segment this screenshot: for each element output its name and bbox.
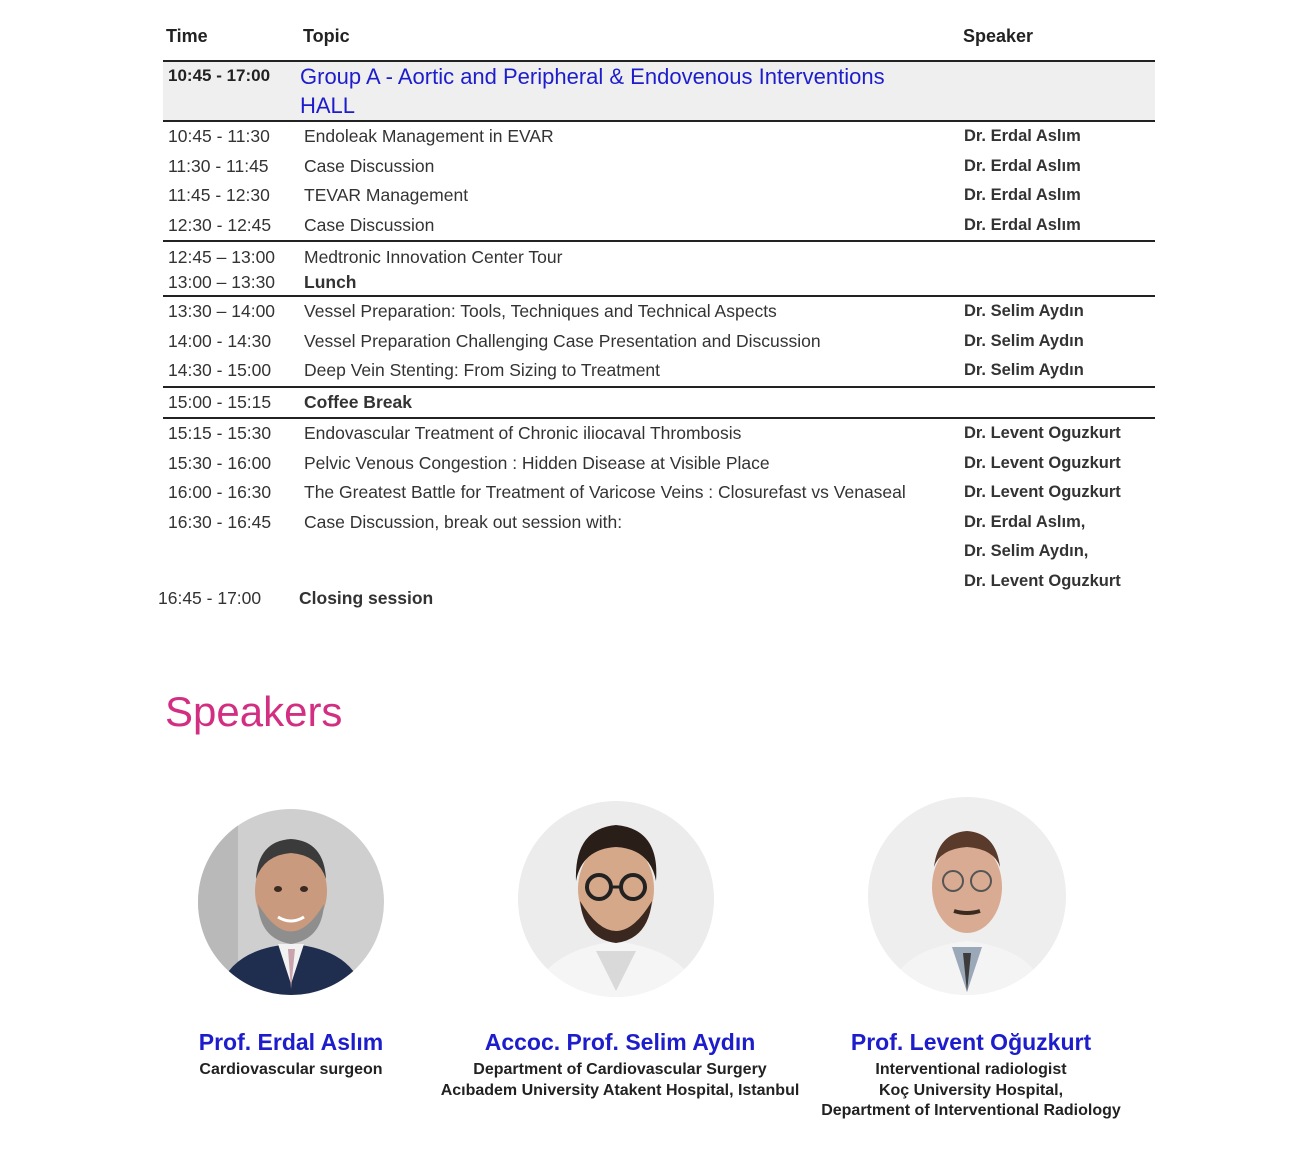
row-topic: TEVAR Management [304, 185, 469, 206]
session-block-3 [163, 295, 1155, 386]
person-avatar-icon [518, 801, 714, 997]
speaker-photo-levent [868, 797, 1066, 995]
table-row [163, 122, 1155, 152]
group-row [163, 60, 1155, 120]
row-topic: Case Discussion [304, 155, 435, 176]
row-speaker: Dr. Selim Aydın [964, 361, 1084, 380]
row-topic: Vessel Preparation: Tools, Techniques and Technical Aspects [304, 301, 777, 322]
table-row [163, 419, 1155, 449]
row-time: 14:00 - 14:30 [168, 330, 272, 351]
header-topic: Topic [303, 26, 350, 46]
speaker-role-line: Department of Interventional Radiology [821, 1102, 1121, 1119]
closing-time: 16:45 - 17:00 [158, 588, 262, 608]
row-speaker: Dr. Erdal Aslım, [964, 512, 1086, 531]
row-speaker: Dr. Levent Oguzkurt [964, 571, 1121, 590]
row-speaker: Dr. Levent Oguzkurt [964, 453, 1121, 472]
row-speaker: Dr. Erdal Aslım [964, 186, 1081, 205]
speaker-photo-erdal [198, 809, 384, 995]
closing-topic: Closing session [299, 588, 434, 608]
table-row [163, 478, 1155, 508]
row-time: 10:45 - 11:30 [168, 126, 270, 147]
row-time: 11:30 - 11:45 [168, 155, 269, 176]
speaker-role-erdal [141, 1060, 441, 1081]
group-title-line2: HALL [300, 93, 356, 118]
row-topic: Coffee Break [304, 391, 412, 412]
row-time: 15:00 - 15:15 [168, 391, 272, 412]
row-topic: Case Discussion [304, 214, 435, 235]
agenda-table [163, 60, 1155, 596]
speaker-photo-selim [518, 801, 714, 997]
row-time: 13:00 – 13:30 [168, 271, 276, 292]
table-row [163, 449, 1155, 479]
row-topic: Deep Vein Stenting: From Sizing to Treatment [304, 360, 661, 381]
row-speaker: Dr. Levent Oguzkurt [964, 483, 1121, 502]
row-speaker: Dr. Levent Oguzkurt [964, 424, 1121, 443]
table-row [163, 245, 1155, 269]
row-topic: Medtronic Innovation Center Tour [304, 246, 563, 267]
speaker-name-levent: Prof. Levent Oğuzkurt [850, 1029, 1092, 1055]
session-block-1 [163, 120, 1155, 240]
group-time: 10:45 - 17:00 [168, 66, 271, 85]
row-speaker: Dr. Erdal Aslım [964, 156, 1081, 175]
row-time: 15:15 - 15:30 [168, 423, 272, 444]
person-avatar-icon [868, 797, 1066, 995]
row-topic: Pelvic Venous Congestion : Hidden Disease at Visible Place [304, 452, 770, 473]
session-block-2 [163, 240, 1155, 295]
speaker-name-selim: Accoc. Prof. Selim Aydın [484, 1029, 756, 1055]
header-time: Time [166, 26, 208, 46]
table-row [163, 181, 1155, 211]
header-speaker: Speaker [963, 26, 1034, 46]
row-speaker: Dr. Selim Aydın [964, 302, 1084, 321]
speakers-heading: Speakers [165, 688, 343, 735]
row-topic: Vessel Preparation Challenging Case Presentation and Discussion [304, 330, 821, 351]
row-speaker: Dr. Selim Aydın, [964, 542, 1089, 561]
row-time: 16:30 - 16:45 [168, 511, 272, 532]
table-row [163, 269, 1155, 295]
speaker-role-line: Cardiovascular surgeon [199, 1061, 383, 1078]
table-row [163, 211, 1155, 241]
row-topic: Lunch [304, 271, 357, 292]
table-row [163, 297, 1155, 327]
row-speaker: Dr. Selim Aydın [964, 331, 1084, 350]
table-row [163, 537, 1155, 567]
speaker-role-selim [420, 1060, 820, 1101]
row-topic: The Greatest Battle for Treatment of Varicose Veins : Closurefast vs Venaseal [304, 482, 906, 503]
closing-row [158, 588, 433, 609]
session-block-5 [163, 417, 1155, 596]
table-row [163, 388, 1155, 418]
row-time: 13:30 – 14:00 [168, 301, 276, 322]
row-time: 15:30 - 16:00 [168, 452, 272, 473]
row-time: 12:45 – 13:00 [168, 246, 276, 267]
row-topic: Case Discussion, break out session with: [304, 511, 623, 532]
table-row [163, 152, 1155, 182]
speaker-name-erdal: Prof. Erdal Aslım [198, 1029, 384, 1055]
row-time: 11:45 - 12:30 [168, 185, 270, 206]
speaker-role-line: Acıbadem University Atakent Hospital, Istanbul [440, 1081, 800, 1099]
speaker-role-line: Interventional radiologist [875, 1061, 1067, 1078]
speaker-role-line: Koç University Hospital, [878, 1081, 1064, 1099]
person-avatar-icon [198, 809, 384, 995]
speaker-role-line: Department of Cardiovascular Surgery [473, 1061, 767, 1078]
row-speaker: Dr. Erdal Aslım [964, 127, 1081, 146]
row-time: 16:00 - 16:30 [168, 482, 272, 503]
row-time: 12:30 - 12:45 [168, 214, 272, 235]
table-row [163, 508, 1155, 538]
row-speaker: Dr. Erdal Aslım [964, 215, 1081, 234]
table-row [163, 356, 1155, 386]
group-title-line1: Group A - Aortic and Peripheral & Endovenous Interventions [300, 64, 885, 89]
group-title [300, 62, 1020, 120]
row-time: 14:30 - 15:00 [168, 360, 272, 381]
table-row [163, 327, 1155, 357]
speaker-role-levent [771, 1060, 1171, 1122]
row-topic: Endovascular Treatment of Chronic iliocaval Thrombosis [304, 423, 742, 444]
session-block-4 [163, 386, 1155, 418]
row-topic: Endoleak Management in EVAR [304, 126, 554, 147]
